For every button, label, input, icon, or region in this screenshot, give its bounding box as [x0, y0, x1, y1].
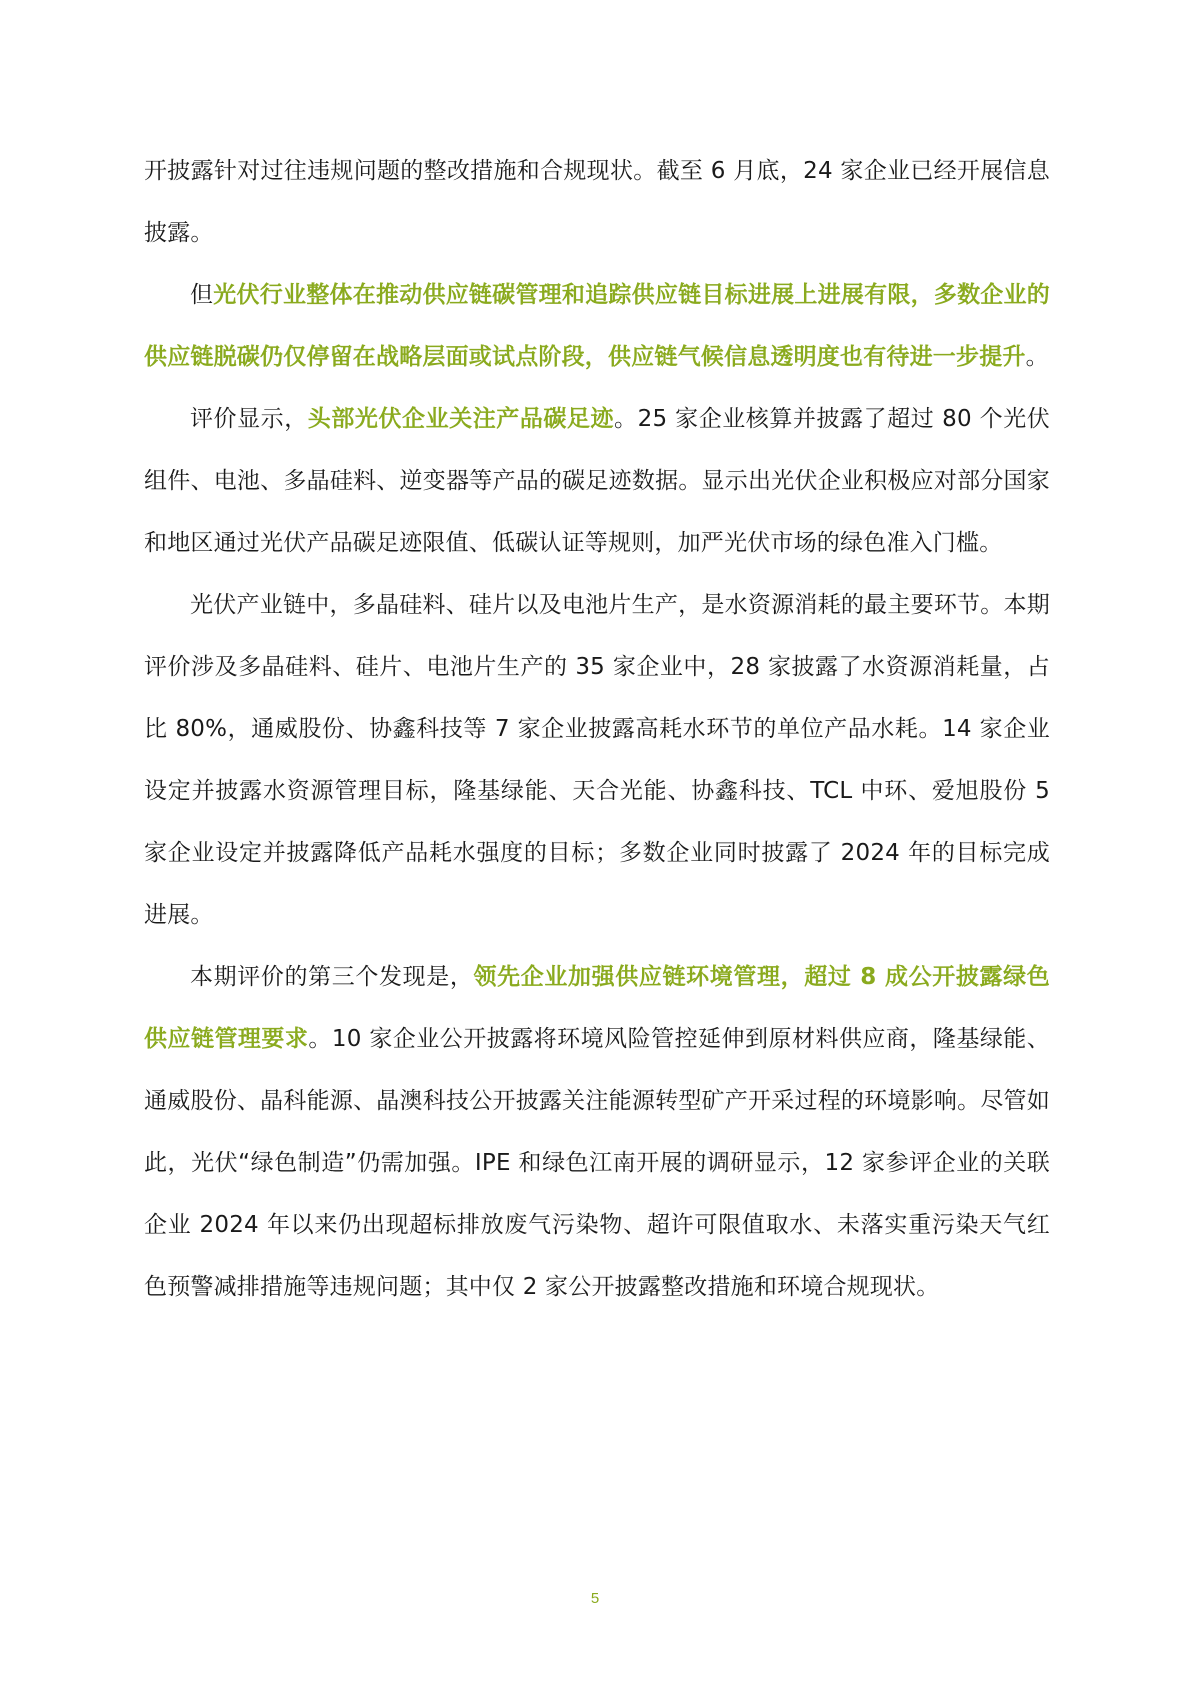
highlight-segment: 光伏行业整体在推动供应链碳管理和追踪供应链目标进展上进展有限，多数企业的供应链脱碳仍仅停留在战略层面或试点阶段，供应链气候信息透明度也有待进一步提升	[144, 282, 1050, 370]
text-segment: 但	[190, 282, 214, 308]
text-segment: 。	[1025, 344, 1049, 370]
paragraph-2	[144, 264, 1050, 388]
paragraph-3	[144, 388, 1050, 574]
highlight-segment: 领先企业加强供应链环境管理，超过 8 成公开披露绿色供应链管理要求	[144, 964, 1050, 1052]
paragraph-4	[144, 574, 1050, 946]
text-segment: 光伏产业链中，多晶硅料、硅片以及电池片生产，是水资源消耗的最主要环节。本期评价涉及多晶硅料、硅片、电池片生产的 35 家企业中，28 家披露了水资源消耗量，占比 80%，通威股份、协鑫科技等 7 家企业披露高耗水环节的单位产品水耗。14 家企业设定并披露水资源管理目标，隆基绿能、天合光能、协鑫科技、TCL 中环、爱旭股份 5 家企业设定并披露降低产品耗水强度的目标；多数企业同时披露了 2024 年的目标完成进展。	[144, 592, 1050, 928]
page-number: 5	[590, 1590, 600, 1607]
paragraph-5	[144, 946, 1050, 1318]
document-body	[144, 140, 1050, 1318]
paragraph-1	[144, 140, 1050, 264]
text-segment: 开披露针对过往违规问题的整改措施和合规现状。截至 6 月底，24 家企业已经开展信息披露。	[144, 158, 1050, 246]
text-segment: 本期评价的第三个发现是，	[190, 964, 474, 990]
text-segment: 。25 家企业核算并披露了超过 80 个光伏组件、电池、多晶硅料、逆变器等产品的碳足迹数据。显示出光伏企业积极应对部分国家和地区通过光伏产品碳足迹限值、低碳认证等规则，加严光伏市场的绿色准入门槛。	[144, 406, 1050, 556]
text-segment: 。10 家企业公开披露将环境风险管控延伸到原材料供应商，隆基绿能、通威股份、晶科能源、晶澳科技公开披露关注能源转型矿产开采过程的环境影响。尽管如此，光伏“绿色制造”仍需加强。IPE 和绿色江南开展的调研显示，12 家参评企业的关联企业 2024 年以来仍出现超标排放废气污染物、超许可限值取水、未落实重污染天气红色预警减排措施等违规问题；其中仅 2 家公开披露整改措施和环境合规现状。	[144, 1026, 1050, 1300]
highlight-segment: 头部光伏企业关注产品碳足迹	[307, 406, 615, 432]
text-segment: 评价显示，	[190, 406, 308, 432]
